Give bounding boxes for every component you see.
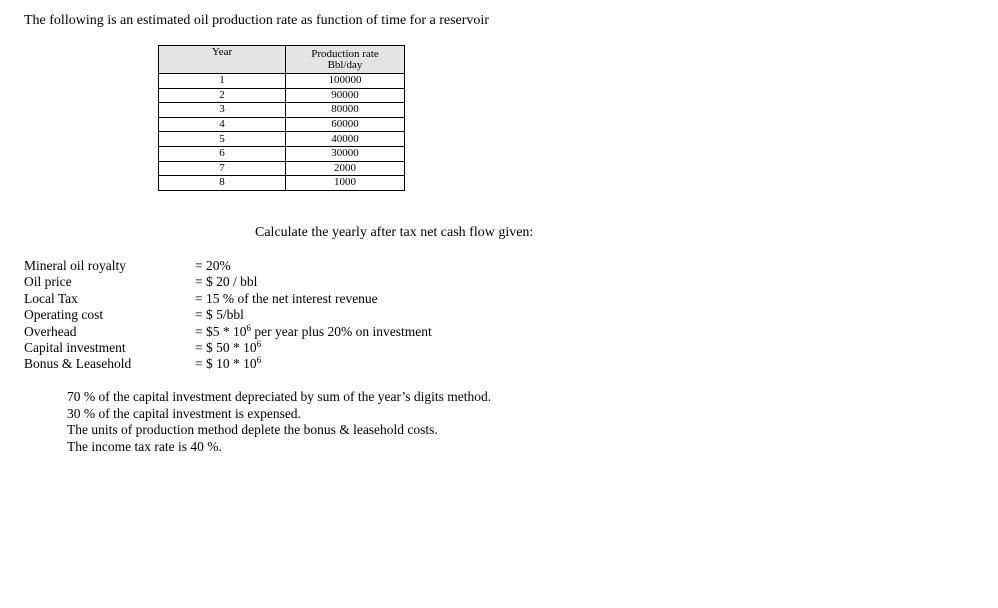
parameter-value — [195, 291, 378, 307]
cell-production-rate: 2000 — [286, 161, 405, 176]
note-line: The units of production method deplete the bonus & leasehold costs. — [67, 422, 438, 438]
parameter-value-text: = $ 20 / bbl — [195, 274, 258, 290]
table-row — [159, 132, 405, 147]
table-body — [159, 74, 405, 191]
parameter-value — [195, 356, 261, 372]
parameter-value-suffix: per year plus 20% on investment — [251, 323, 432, 339]
note-line: 70 % of the capital investment depreciated by sum of the year’s digits method. — [67, 389, 492, 404]
parameter-name: Mineral oil royalty — [24, 258, 126, 273]
cell-year: 3 — [159, 103, 286, 118]
parameter-value-text: = 15 % of the net interest revenue — [195, 290, 378, 306]
cell-production-rate: 30000 — [286, 146, 405, 161]
production-table — [158, 45, 405, 191]
parameter-name: Bonus & Leasehold — [24, 356, 132, 372]
parameter-value — [195, 340, 261, 356]
cell-year: 5 — [159, 132, 286, 147]
parameter-exponent: 6 — [256, 355, 262, 366]
parameter-name: Capital investment — [24, 339, 126, 355]
table-header-row — [159, 46, 405, 74]
parameter-name: Oil price — [24, 274, 72, 290]
cell-production-rate: 60000 — [286, 117, 405, 132]
note-line: 30 % of the capital investment is expensed. — [67, 405, 301, 421]
cell-year: 8 — [159, 176, 286, 191]
cell-year: 6 — [159, 146, 286, 161]
parameter-value-text: = 20% — [195, 258, 231, 273]
table-row — [159, 88, 405, 103]
parameter-name: Overhead — [24, 323, 77, 339]
table-row — [159, 146, 405, 161]
cell-production-rate: 1000 — [286, 176, 405, 191]
parameter-name: Local Tax — [24, 290, 78, 306]
parameter-value-text: = $ 10 * 10 — [195, 356, 257, 372]
parameter-value — [195, 258, 231, 274]
parameter-value — [195, 307, 244, 323]
parameter-exponent: 6 — [246, 322, 251, 333]
table-row — [159, 74, 405, 89]
intro-text: The following is an estimated oil production rate as function of time for a reservoir — [24, 13, 489, 28]
cell-year: 7 — [159, 161, 286, 176]
cell-year: 1 — [159, 74, 286, 89]
table-row — [159, 103, 405, 118]
header-rate-line1: Production rate — [311, 47, 379, 60]
notes-list — [67, 389, 491, 455]
cell-year: 2 — [159, 88, 286, 103]
header-year: Year — [159, 46, 286, 74]
parameter-exponent: 6 — [256, 338, 262, 349]
note-line: The income tax rate is 40 %. — [67, 438, 222, 454]
cell-production-rate: 90000 — [286, 88, 405, 103]
parameter-value-text: = $ 50 * 10 — [195, 339, 257, 355]
calc-heading: Calculate the yearly after tax net cash flow given: — [255, 225, 534, 240]
parameter-value — [195, 274, 257, 290]
parameter-value-text: = $ 5/bbl — [195, 307, 244, 323]
cell-year: 4 — [159, 117, 286, 132]
parameter-value-text: = $5 * 10 — [195, 323, 247, 339]
parameter-value — [195, 324, 432, 340]
cell-production-rate: 80000 — [286, 103, 405, 118]
parameter-name: Operating cost — [24, 307, 104, 323]
table-row — [159, 117, 405, 132]
cell-production-rate: 100000 — [286, 74, 405, 89]
table-row — [159, 176, 405, 191]
table-row — [159, 161, 405, 176]
header-production-rate — [286, 46, 405, 74]
cell-production-rate: 40000 — [286, 132, 405, 147]
header-rate-unit: Bbl/day — [327, 58, 363, 71]
